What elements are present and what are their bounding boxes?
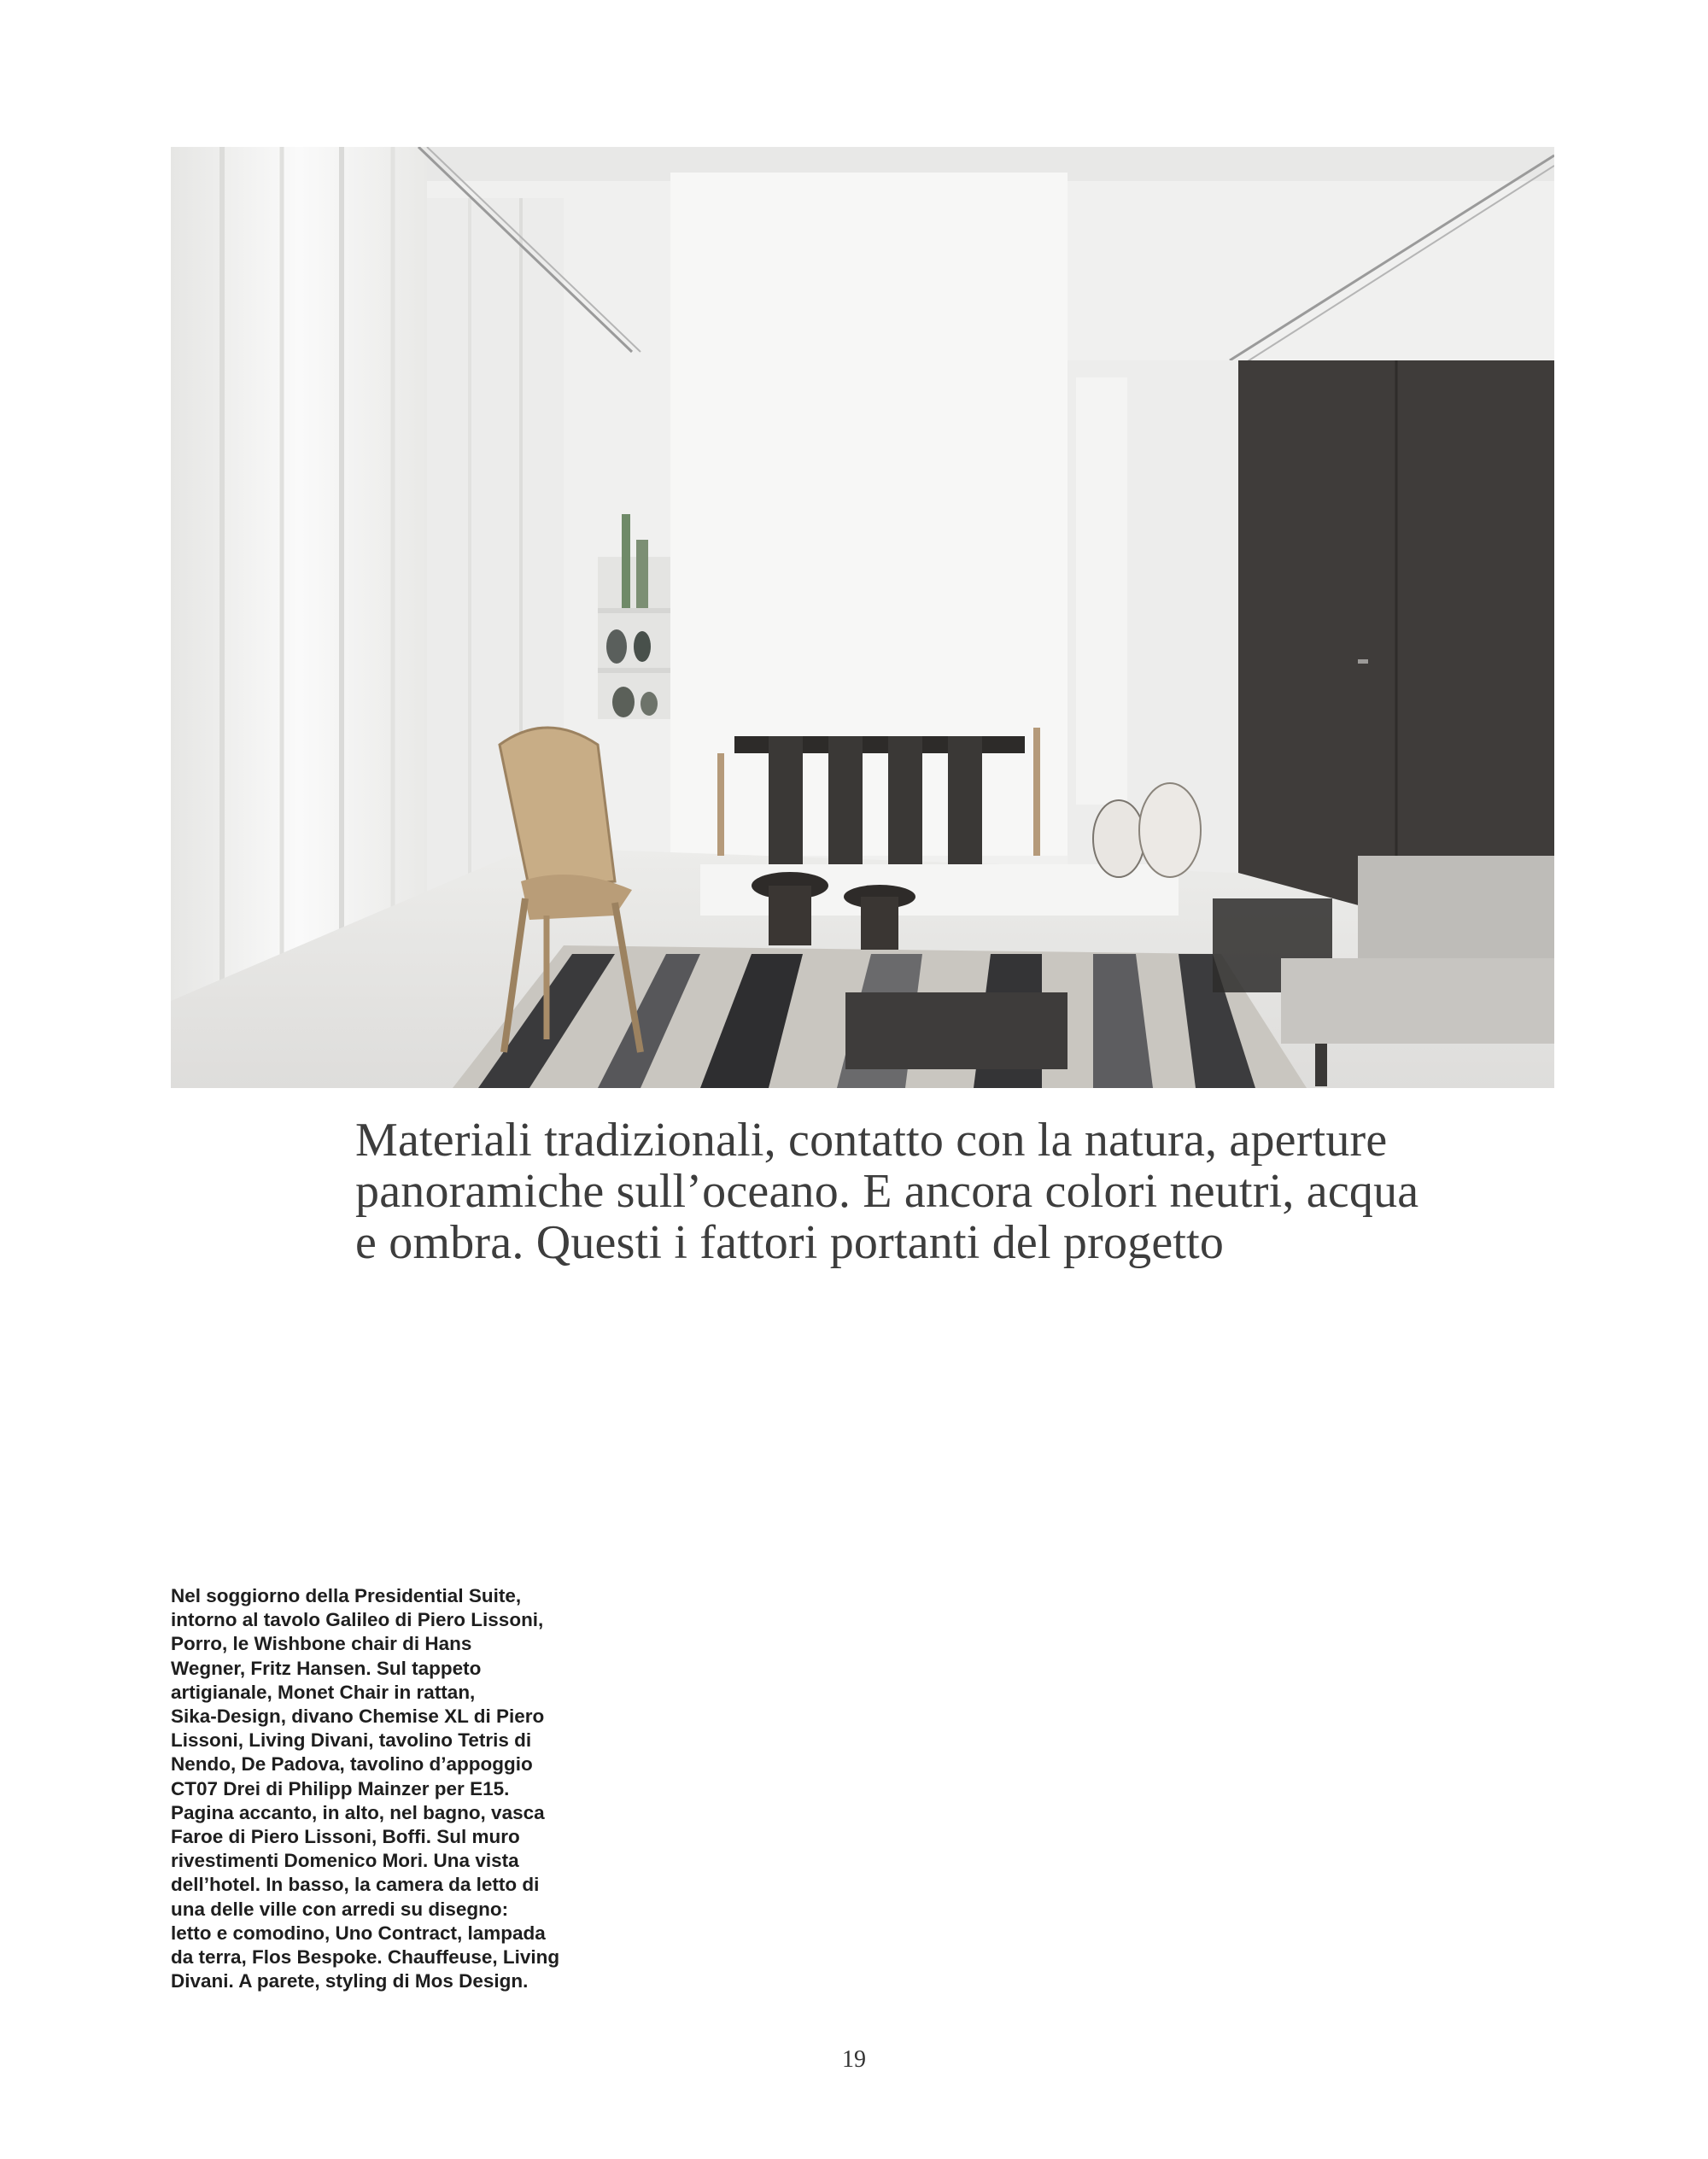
- caption-line: Sika-Design, divano Chemise XL di Piero: [171, 1706, 545, 1728]
- caption-line: letto e comodino, Uno Contract, lampada: [171, 1922, 546, 1944]
- caption-line: Nendo, De Padova, tavolino d’appoggio: [171, 1753, 533, 1776]
- caption-line: Porro, le Wishbone chair di Hans: [171, 1633, 472, 1655]
- caption-line: Faroe di Piero Lissoni, Boffi. Sul muro: [171, 1826, 520, 1848]
- pull-quote-line: e ombra. Questi i fattori portanti del progetto: [355, 1216, 1225, 1269]
- interior-photo: [171, 147, 1554, 1088]
- photo-caption: [171, 1584, 615, 1993]
- caption-line: rivestimenti Domenico Mori. Una vista: [171, 1850, 519, 1872]
- coffee-table: [845, 992, 1068, 1069]
- caption-line: Divani. A parete, styling di Mos Design.: [171, 1970, 529, 1992]
- caption-line: CT07 Drei di Philipp Mainzer per E15.: [171, 1777, 510, 1799]
- page-number: 19: [842, 2046, 866, 2073]
- caption-line: dell’hotel. In basso, la camera da letto di: [171, 1874, 540, 1896]
- caption-line: artigianale, Monet Chair in rattan,: [171, 1681, 476, 1703]
- caption-line: Wegner, Fritz Hansen. Sul tappeto: [171, 1657, 482, 1679]
- interior-photo-illustration: [171, 147, 1554, 1088]
- caption-line: Pagina accanto, in alto, nel bagno, vasca: [171, 1801, 545, 1823]
- caption-line: una delle ville con arredi su disegno:: [171, 1898, 509, 1920]
- caption-line: Nel soggiorno della Presidential Suite,: [171, 1585, 522, 1606]
- pull-quote-line: Materiali tradizionali, contatto con la natura, aperture: [355, 1114, 1388, 1167]
- door: [1076, 377, 1127, 805]
- caption-line: intorno al tavolo Galileo di Piero Lissoni,: [171, 1609, 544, 1631]
- caption-line: da terra, Flos Bespoke. Chauffeuse, Living: [171, 1946, 560, 1969]
- caption-line: Lissoni, Living Divani, tavolino Tetris di: [171, 1729, 532, 1752]
- pull-quote: [355, 1115, 1551, 1268]
- pull-quote-line: panoramiche sull’oceano. E ancora colori neutri, acqua: [355, 1165, 1419, 1218]
